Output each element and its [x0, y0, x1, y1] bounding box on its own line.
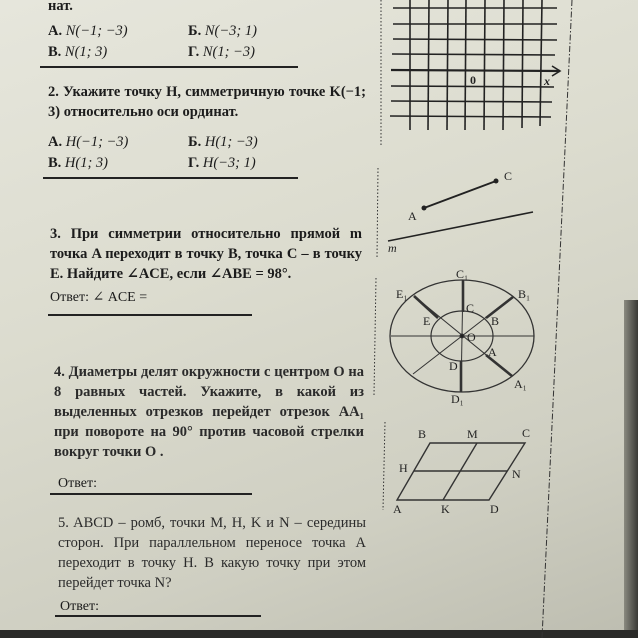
- figure-label: B: [418, 427, 427, 441]
- figure-label: A: [488, 345, 497, 359]
- figure-shape: [460, 334, 464, 338]
- question-number: 3.: [50, 226, 61, 242]
- figure-label: C₁: [456, 267, 469, 281]
- option-letter: В.: [48, 44, 62, 60]
- q3-answer-label: Ответ: ∠ ACE =: [50, 290, 148, 305]
- option-letter: Г.: [188, 44, 200, 60]
- dash-dot-separator: [542, 0, 572, 638]
- coordinate-grid: [390, 0, 560, 130]
- figure-label: D: [490, 502, 499, 516]
- option-letter: А.: [48, 23, 63, 39]
- option-value: N(−1; −3): [65, 23, 128, 39]
- origin-label: 0: [470, 73, 476, 87]
- option-value: N(1; 3): [64, 44, 108, 60]
- question-number: 4.: [54, 364, 65, 380]
- option-value: N(1; −3): [202, 44, 255, 60]
- dotted-separator: [377, 168, 378, 258]
- option-letter: Г.: [188, 155, 200, 171]
- figure-label: E₁: [396, 287, 408, 301]
- figure-shape: [540, 0, 542, 126]
- figure-label: K: [441, 502, 450, 516]
- figure-label: C: [466, 301, 475, 315]
- option-value: H(1; 3): [64, 155, 109, 171]
- question-text: Укажите точку H, симметричную точке K(−1; 3) относительно оси ординат.: [48, 84, 366, 120]
- point-a: [422, 206, 427, 211]
- label-a: A: [408, 209, 417, 223]
- q4-answer-label: Ответ:: [58, 476, 97, 491]
- figure-label: N: [512, 467, 521, 481]
- label-m: m: [388, 241, 397, 255]
- q4-circle-figure: [390, 280, 534, 392]
- figure-shape: [391, 101, 552, 102]
- option-value: H(−3; 1): [202, 155, 256, 171]
- figure-label: D₁: [451, 392, 464, 406]
- option-value: N(−3; 1): [204, 23, 257, 39]
- figure-label: O: [467, 330, 476, 344]
- figure-label: C: [522, 426, 531, 440]
- point-c: [494, 179, 499, 184]
- figure-label: B: [491, 314, 500, 328]
- figure-shape: [428, 0, 429, 130]
- figure-shape: [390, 116, 551, 117]
- q1-text-tail: нат.: [48, 0, 73, 14]
- option-letter: Б.: [188, 134, 202, 150]
- figure-shape: [484, 0, 485, 130]
- figure-shape: [424, 181, 496, 208]
- figure-label: A: [393, 502, 402, 516]
- figure-shape: [465, 0, 466, 130]
- figure-label: D: [449, 359, 458, 373]
- dotted-separator: [383, 422, 385, 510]
- figure-label: H: [399, 461, 408, 475]
- figure-label: M: [467, 427, 478, 441]
- question-text: При симметрии относительно прямой m точка A переходит в точку B, точка C – в точку E. Найдите ∠ACE, если ∠ABE = 98°.: [50, 226, 362, 282]
- option-value: H(1; −3): [204, 134, 258, 150]
- figure-shape: [447, 0, 448, 130]
- option-value: H(−1; −3): [65, 134, 129, 150]
- figure-shape: [393, 39, 557, 40]
- option-letter: В.: [48, 155, 62, 171]
- q3-figure: [388, 169, 533, 255]
- option-letter: А.: [48, 134, 63, 150]
- figure-label: A₁: [514, 377, 527, 391]
- option-letter: Б.: [188, 23, 202, 39]
- figure-shape: [522, 0, 523, 128]
- question-number: 2.: [48, 84, 59, 100]
- figure-shape: [503, 0, 504, 130]
- q5-answer-label: Ответ:: [60, 599, 99, 614]
- label-c: C: [504, 169, 513, 183]
- q5-rhombus-figure: [397, 443, 525, 500]
- dotted-separator: [374, 278, 376, 395]
- figure-label: E: [423, 314, 431, 328]
- figure-label: B₁: [518, 287, 531, 301]
- x-axis: [391, 70, 560, 71]
- question-text: Диаметры делят окружности с центром O на 8 равных частей. Укажите, в какой из выделенных отрезков перейдет отрезок AA₁ при повороте на 90° против часовой стрелки вокруг точки O .: [54, 364, 364, 460]
- figure-shape: [392, 54, 555, 55]
- question-number: 5.: [58, 515, 69, 531]
- question-text: ABCD – ромб, точки M, H, K и N – середины сторон. При параллельном переносе точка A переходит в точку H. В какую точку при этом перейдет точка N?: [58, 515, 366, 591]
- x-axis-label: x: [544, 74, 550, 88]
